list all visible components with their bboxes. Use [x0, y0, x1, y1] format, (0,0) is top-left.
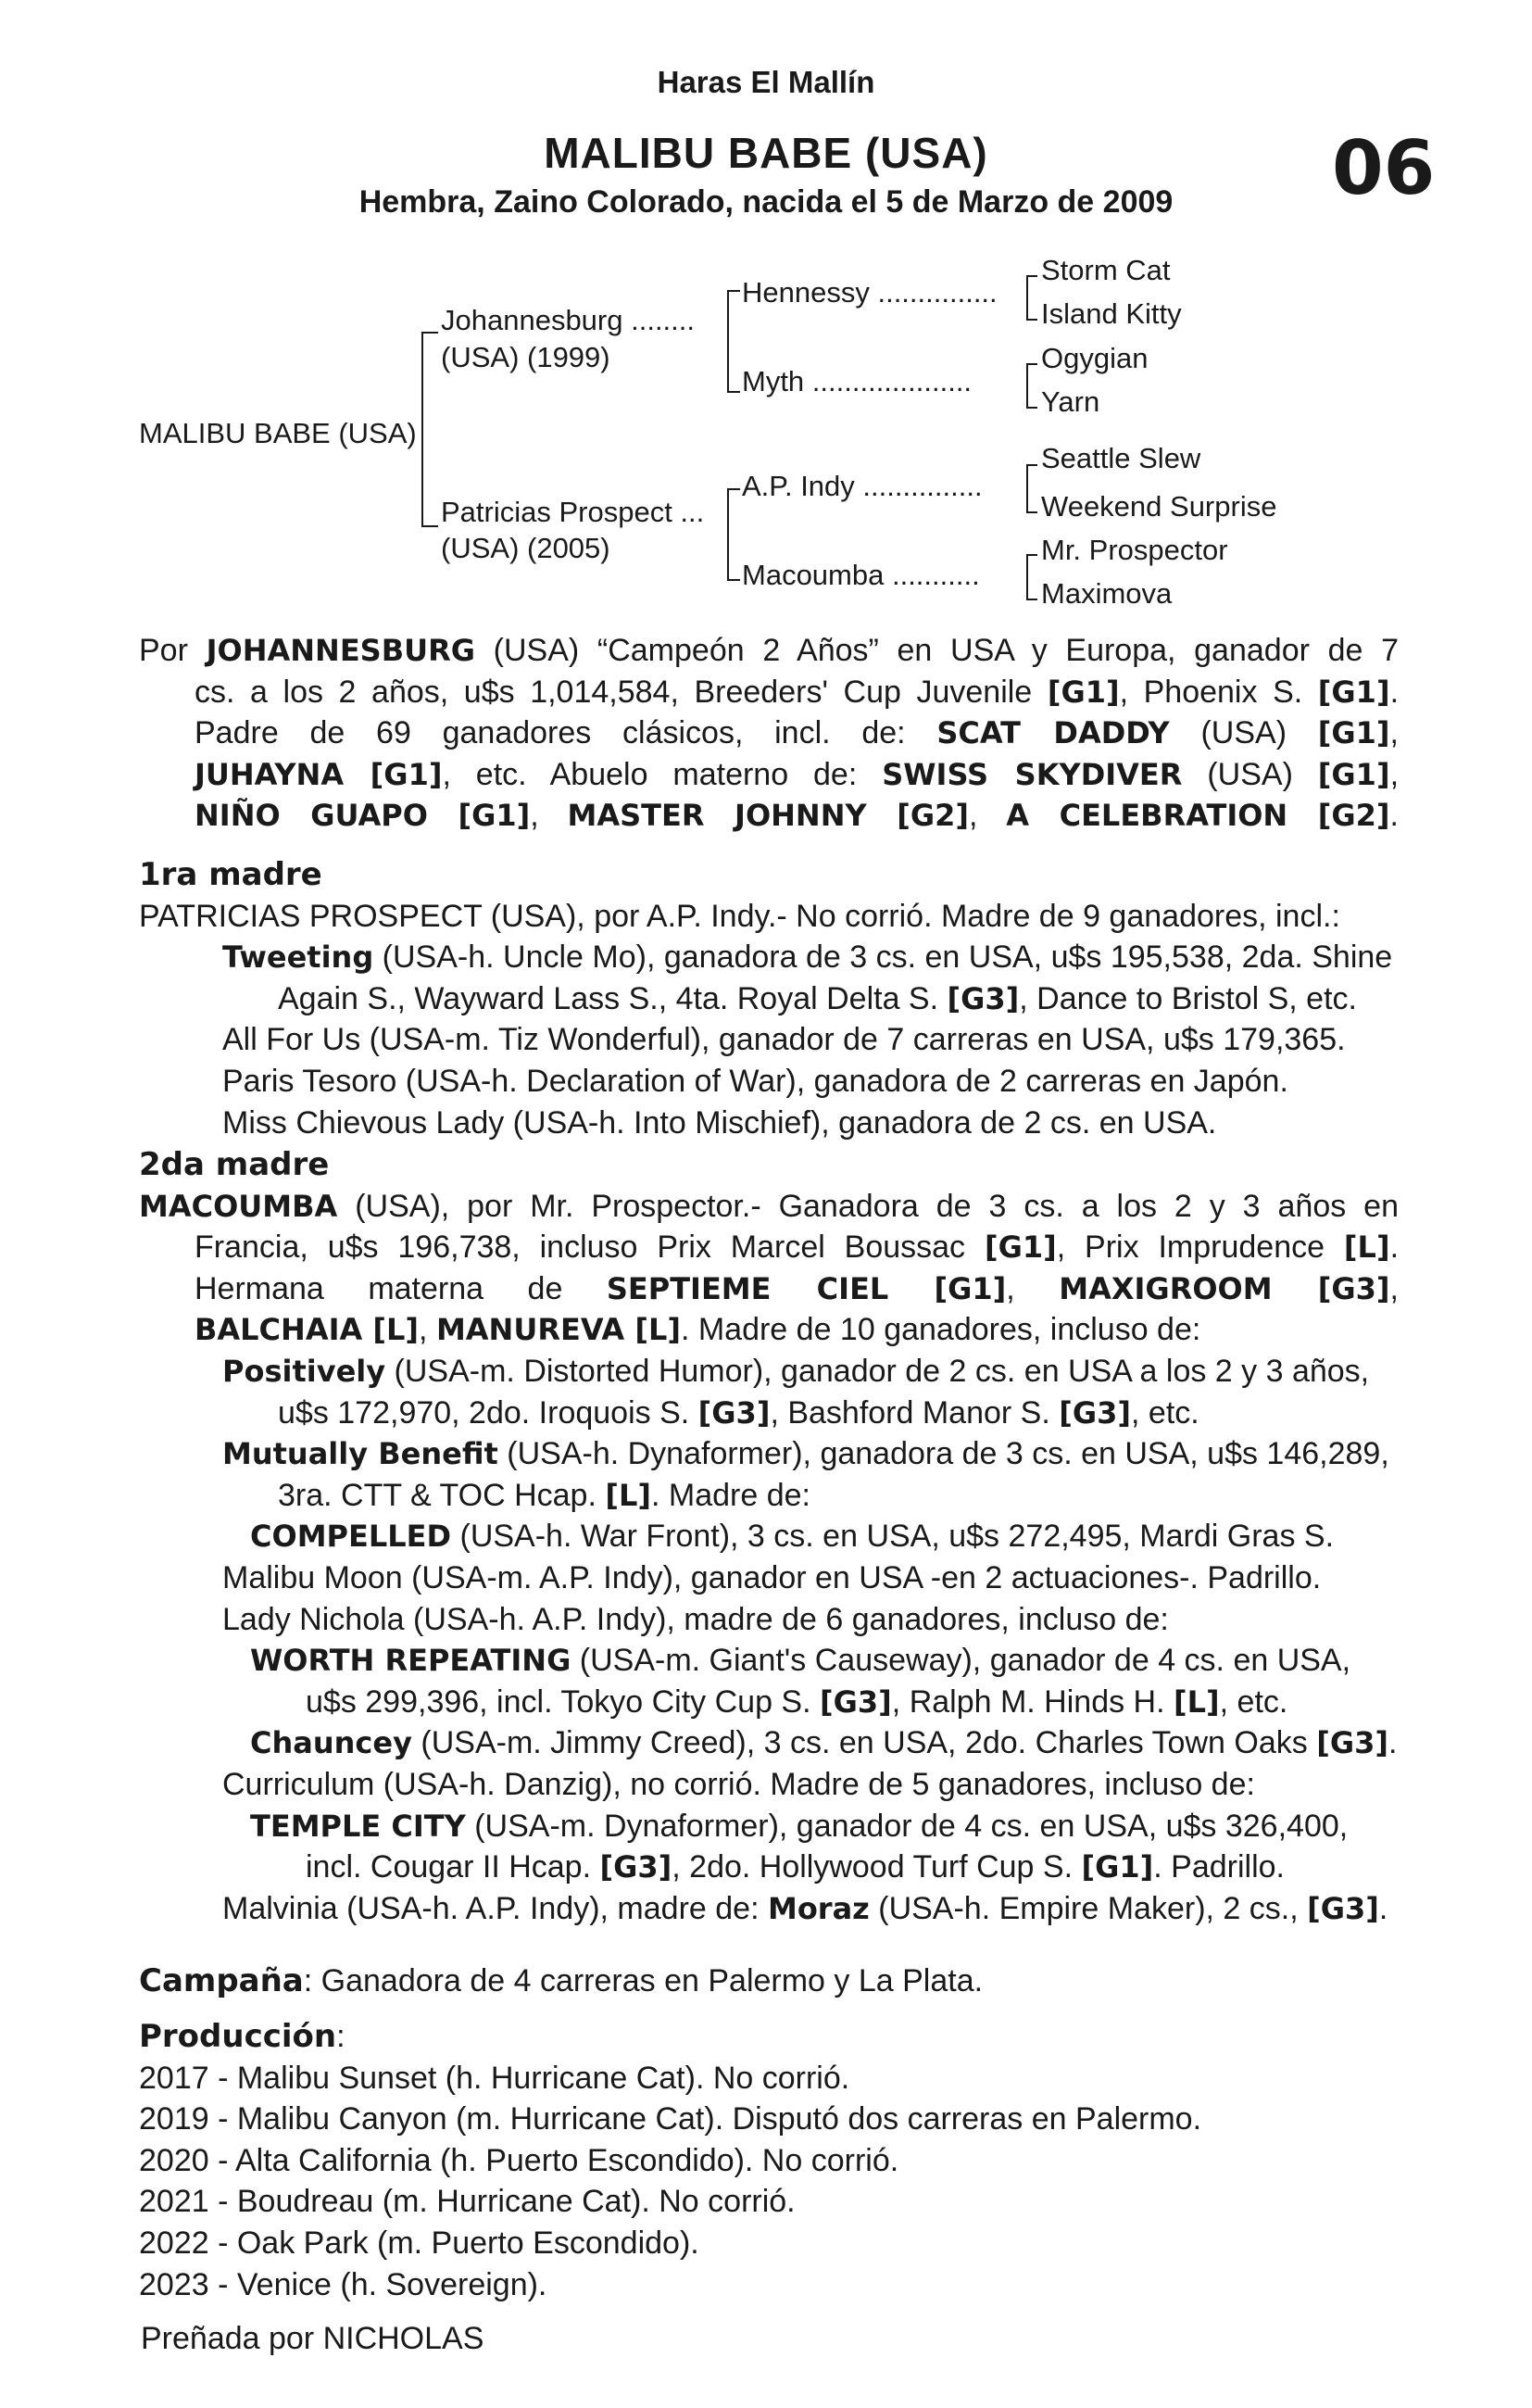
produce-line: Again S., Wayward Lass S., 4ta. Royal Delta S. [G3], Dance to Bristol S, etc. — [278, 980, 1357, 1016]
sire-line: JUHAYNA [G1], etc. Abuelo materno de: SWISS SKYDIVER (USA) [G1], — [195, 756, 1400, 792]
bracket-ggp-2 — [1026, 363, 1037, 409]
production-item: 2020 - Alta California (h. Puerto Escondido). No corrió. — [139, 2142, 899, 2178]
pedigree-ggp: Maximova — [1041, 577, 1173, 610]
sire-line: Por JOHANNESBURG (USA) “Campeón 2 Años” en USA y Europa, ganador de 7 — [139, 633, 1400, 668]
produce-line: Malvinia (USA-h. A.P. Indy), madre de: Moraz (USA-h. Empire Maker), 2 cs., [G3]. — [222, 1890, 1388, 1926]
pedigree-dam-dam: Macoumba ........... — [742, 559, 980, 591]
bracket-parents — [421, 332, 438, 527]
produce-line: Tweeting (USA-h. Uncle Mo), ganadora de 3 cs. en USA, u$s 195,538, 2da. Shine — [222, 939, 1393, 976]
sire-line: NIÑO GUAPO [G1], MASTER JOHNNY [G2], A CELEBRATION [G2]. — [195, 798, 1399, 834]
first-dam-intro: PATRICIAS PROSPECT (USA), por A.P. Indy.- No corrió. Madre de 9 ganadores, incl.: — [139, 898, 1340, 934]
sire-paragraph — [139, 630, 1399, 837]
produce-line: Miss Chievous Lady (USA-h. Into Mischief), ganadora de 2 cs. en USA. — [222, 1104, 1217, 1141]
pedigree-sire-dam: Myth .................... — [742, 365, 973, 397]
section-heading: 1ra madre — [139, 856, 322, 893]
production-item: 2017 - Malibu Sunset (h. Hurricane Cat). No corrió. — [139, 2060, 850, 2096]
produce-line: COMPELLED (USA-h. War Front), 3 cs. en USA, u$s 272,495, Mardi Gras S. — [250, 1519, 1335, 1555]
produce-line: Positively (USA-m. Distorted Humor), ganador de 2 cs. en USA a los 2 y 3 años, — [222, 1353, 1370, 1389]
pedigree-ggp: Seattle Slew — [1041, 442, 1201, 474]
sire-line: Padre de 69 ganadores clásicos, incl. de: SCAT DADDY (USA) [G1], — [195, 715, 1399, 751]
produce-line: Curriculum (USA-h. Danzig), no corrió. Madre de 5 ganadores, incluso de: — [222, 1766, 1255, 1802]
bracket-ggp-4 — [1026, 554, 1037, 600]
bracket-ggp-1 — [1026, 275, 1037, 321]
production-item: 2023 - Venice (h. Sovereign). — [139, 2266, 547, 2302]
production-item: 2022 - Oak Park (m. Puerto Escondido). — [139, 2225, 699, 2261]
produce-line: Chauncey (USA-m. Jimmy Creed), 3 cs. en USA, 2do. Charles Town Oaks [G3]. — [250, 1725, 1398, 1761]
second-dam-line: MACOUMBA (USA), por Mr. Prospector.- Ganadora de 3 cs. a los 2 y 3 años en — [139, 1188, 1399, 1224]
second-dam-line: Hermana materna de SEPTIEME CIEL [G1], MAXIGROOM [G3], — [195, 1270, 1399, 1306]
bracket-sire-parents — [727, 290, 740, 393]
produce-line: incl. Cougar II Hcap. [G3], 2do. Hollywood Turf Cup S. [G1]. Padrillo. — [306, 1849, 1285, 1885]
pedigree-ggp: Storm Cat — [1041, 254, 1171, 286]
pedigree-sire-detail: (USA) (1999) — [441, 341, 610, 373]
pedigree-sire-sire: Hennessy ............... — [742, 276, 998, 309]
lot-number: 06 — [1332, 125, 1436, 211]
pedigree-sire: Johannesburg ........ — [441, 304, 696, 336]
produce-line: Lady Nichola (USA-h. A.P. Indy), madre de 6 ganadores, incluso de: — [222, 1601, 1169, 1637]
produce-line: Paris Tesoro (USA-h. Declaration of War), ganadora de 2 carreras en Japón. — [222, 1063, 1288, 1099]
produce-line: All For Us (USA-m. Tiz Wonderful), ganador de 7 carreras en USA, u$s 179,365. — [222, 1022, 1346, 1058]
production-section — [139, 2016, 1399, 2305]
section-heading: 2da madre — [139, 1146, 330, 1183]
produce-line: TEMPLE CITY (USA-m. Dynaformer), ganador de 4 cs. en USA, u$s 326,400, — [250, 1808, 1349, 1844]
first-dam-section — [139, 854, 1399, 1143]
bracket-dam-parents — [727, 488, 740, 581]
production-item: 2021 - Boudreau (m. Hurricane Cat). No corrió. — [139, 2184, 796, 2220]
production-heading: Producción: — [139, 2018, 345, 2055]
bracket-ggp-3 — [1026, 464, 1037, 513]
campaign-line: Campaña: Ganadora de 4 carreras en Palermo y La Plata. — [139, 1962, 984, 1999]
second-dam-section — [139, 1144, 1399, 1929]
second-dam-line: Francia, u$s 196,738, incluso Prix Marcel Boussac [G1], Prix Imprudence [L]. — [195, 1229, 1400, 1266]
farm-name: Haras El Mallín — [657, 65, 875, 99]
sire-line: cs. a los 2 años, u$s 1,014,584, Breeders' Cup Juvenile [G1], Phoenix S. [G1]. — [195, 674, 1400, 710]
production-item: 2019 - Malibu Canyon (m. Hurricane Cat). Disputó dos carreras en Palermo. — [139, 2101, 1202, 2137]
pedigree-dam-detail: (USA) (2005) — [441, 532, 610, 564]
pedigree-ggp: Ogygian — [1041, 342, 1149, 374]
pedigree-ggp: Mr. Prospector — [1041, 534, 1228, 566]
produce-line: u$s 172,970, 2do. Iroquois S. [G3], Bashford Manor S. [G3], etc. — [278, 1394, 1199, 1431]
produce-line: Malibu Moon (USA-m. A.P. Indy), ganador en USA -en 2 actuaciones-. Padrillo. — [222, 1559, 1322, 1595]
pedigree-dam: Patricias Prospect ... — [441, 496, 705, 528]
pedigree-ggp: Island Kitty — [1041, 297, 1182, 330]
horse-subtitle: Hembra, Zaino Colorado, nacida el 5 de Marzo de 2009 — [358, 184, 1174, 220]
produce-line: WORTH REPEATING (USA-m. Giant's Causeway), ganador de 4 cs. en USA, — [250, 1643, 1351, 1679]
produce-line: u$s 299,396, incl. Tokyo City Cup S. [G3], Ralph M. Hinds H. [L], etc. — [306, 1683, 1288, 1720]
produce-line: 3ra. CTT & TOC Hcap. [L]. Madre de: — [278, 1477, 810, 1513]
campaign-section — [139, 1960, 1399, 2002]
pregnancy-note: Preñada por NICHOLAS — [141, 2321, 484, 2356]
second-dam-line: BALCHAIA [L], MANUREVA [L]. Madre de 10 ganadores, incluso de: — [195, 1312, 1201, 1348]
pedigree-ggp: Yarn — [1041, 385, 1100, 418]
pedigree-dam-sire: A.P. Indy ............... — [742, 470, 983, 502]
pedigree-ggp: Weekend Surprise — [1041, 490, 1277, 523]
horse-title: MALIBU BABE (USA) — [544, 129, 988, 177]
produce-line: Mutually Benefit (USA-h. Dynaformer), ganadora de 3 cs. en USA, u$s 146,289, — [222, 1436, 1389, 1472]
pedigree-subject: MALIBU BABE (USA) — [139, 417, 417, 449]
